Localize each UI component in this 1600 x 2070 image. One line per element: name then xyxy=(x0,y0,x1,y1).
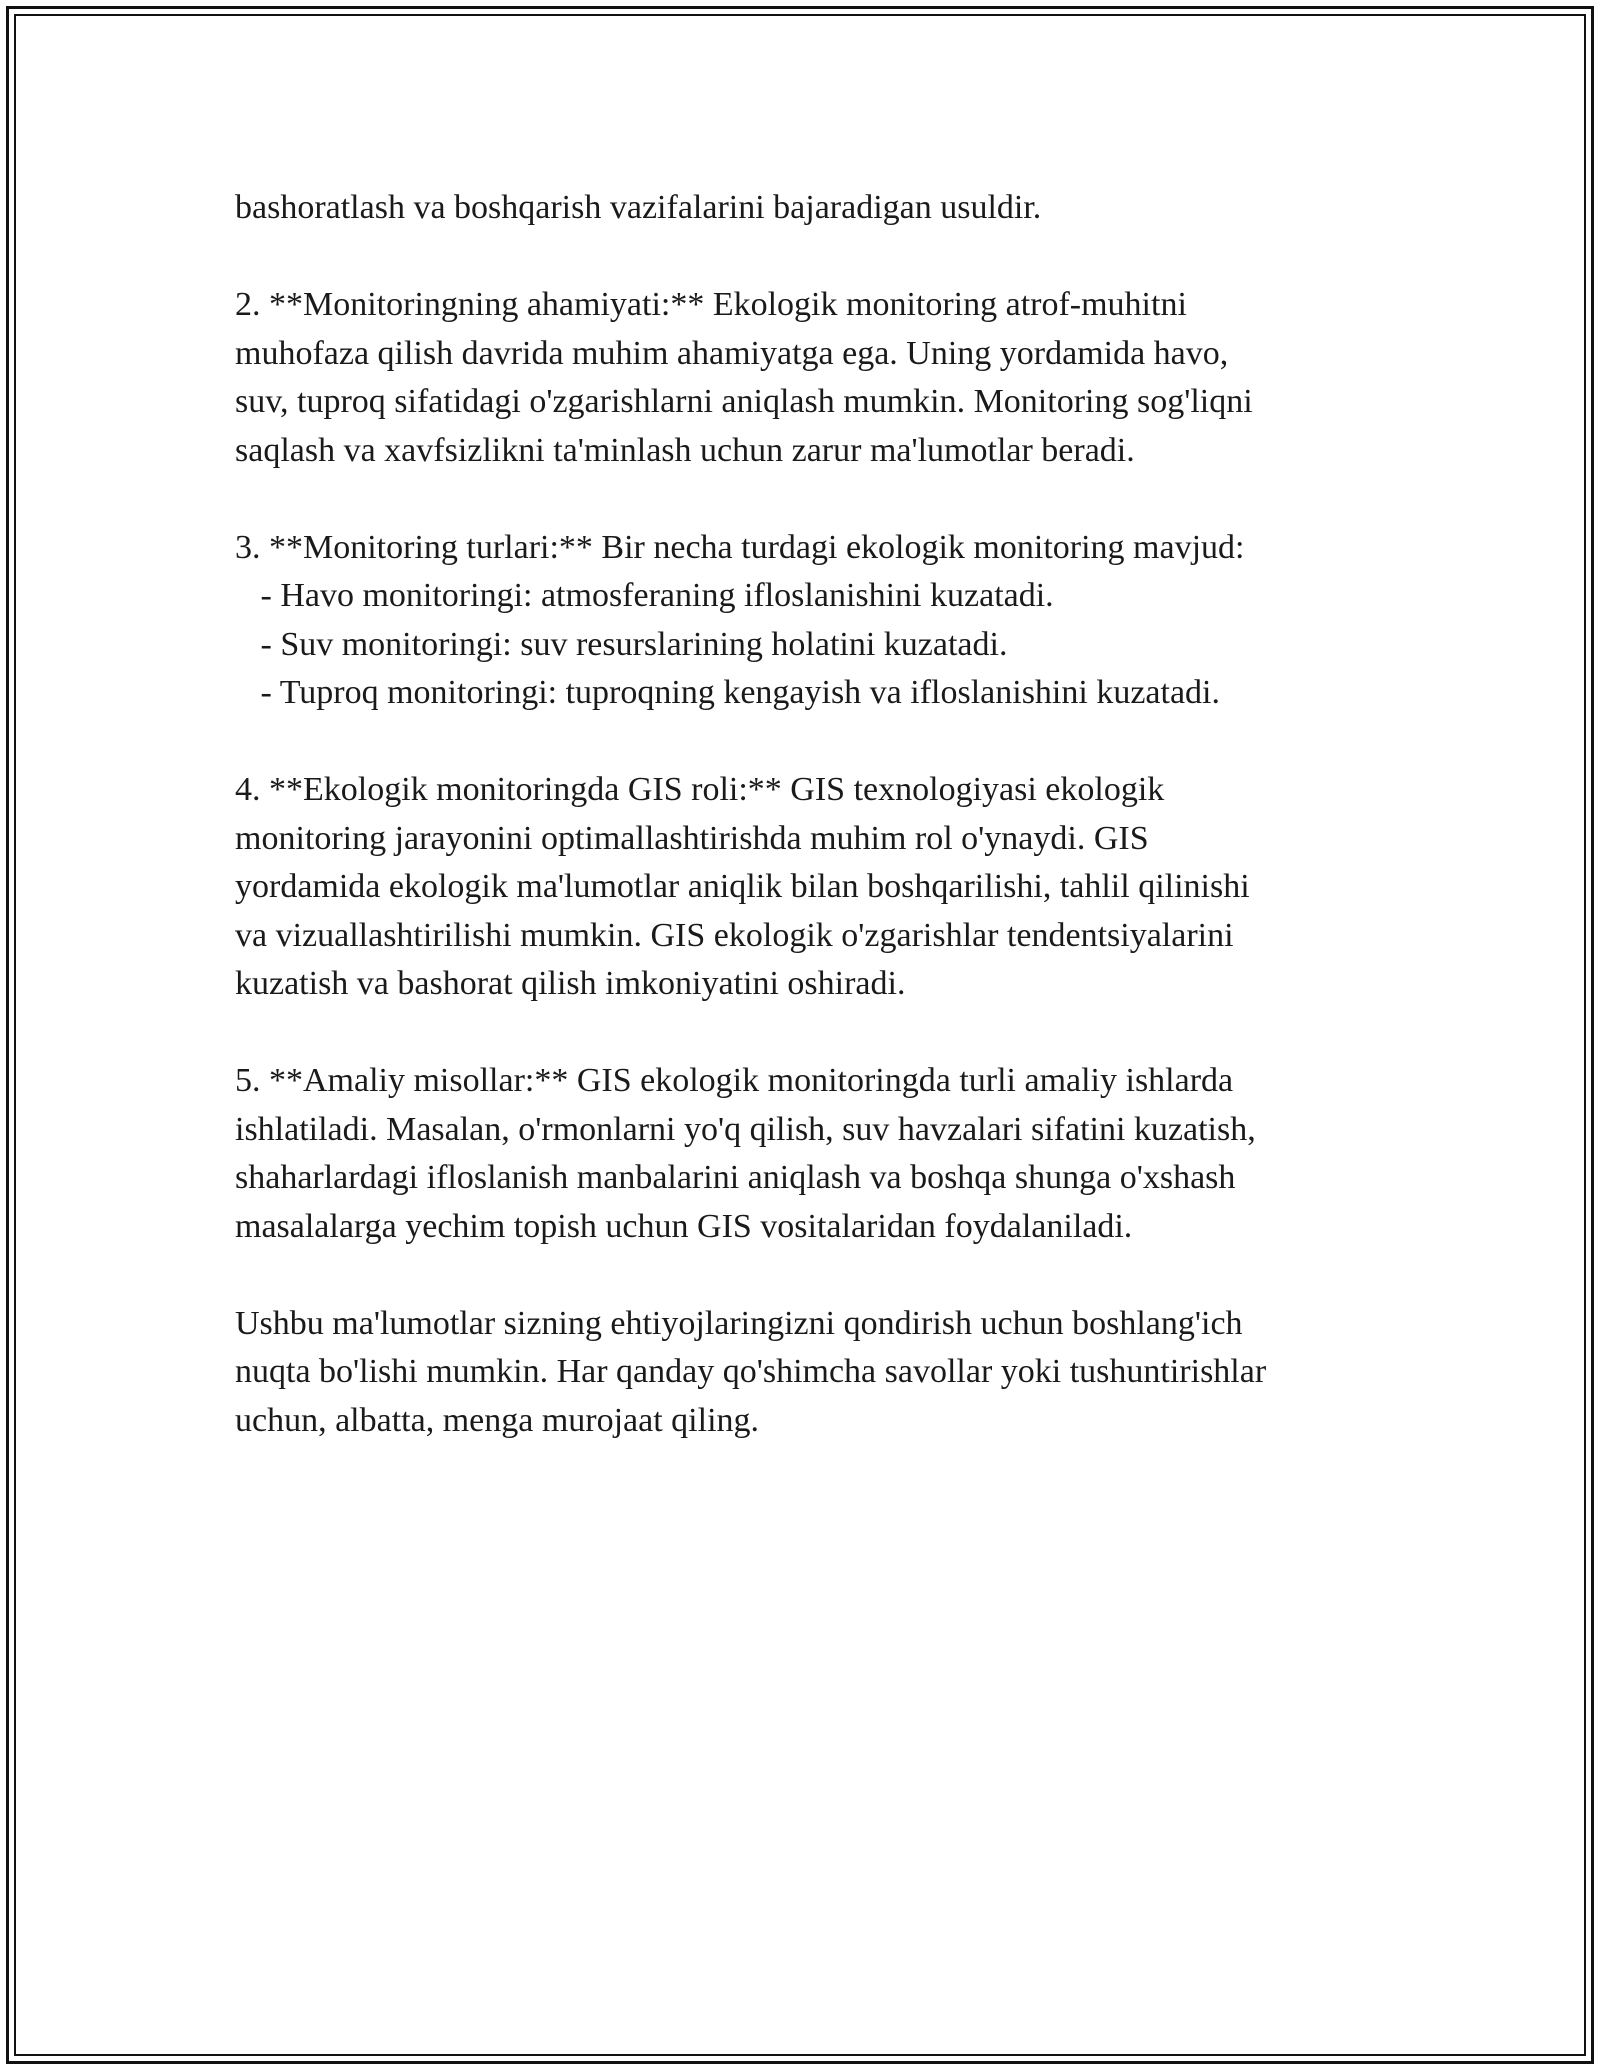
text-line: monitoring jarayonini optimallashtirishda muhim rol o'ynaydi. GIS xyxy=(235,819,1149,857)
blank-line xyxy=(235,233,1365,282)
text-line: suv, tuproq sifatidagi o'zgarishlarni aniqlash mumkin. Monitoring sog'liqni xyxy=(235,383,1253,420)
blank-line xyxy=(235,1009,1365,1058)
document-body xyxy=(235,184,1365,1445)
text-line: kuzatish va bashorat qilish imkoniyatini oshiradi. xyxy=(235,965,906,1002)
list-item: - Havo monitoringi: atmosferaning ifloslanishini kuzatadi. xyxy=(235,577,1054,614)
text-line: masalalarga yechim topish uchun GIS vositalaridan foydalaniladi. xyxy=(235,1207,1133,1245)
text-line: Ushbu ma'lumotlar sizning ehtiyojlaringizni qondirish uchun boshlang'ich xyxy=(235,1304,1243,1342)
list-item: - Suv monitoringi: suv resurslarining holatini kuzatadi. xyxy=(235,625,1008,663)
text-line: nuqta bo'lishi mumkin. Har qanday qo'shimcha savollar yoki tushuntirishlar xyxy=(235,1353,1267,1390)
blank-line xyxy=(235,475,1365,524)
text-line: ishlatiladi. Masalan, o'rmonlarni yo'q qilish, suv havzalari sifatini kuzatish, xyxy=(235,1110,1256,1148)
text-line: shaharlardagi ifloslanish manbalarini aniqlash va boshqa shunga o'xshash xyxy=(235,1159,1236,1196)
text-line: muhofaza qilish davrida muhim ahamiyatga ega. Uning yordamida havo, xyxy=(235,334,1229,372)
text-line: 2. **Monitoringning ahamiyati:** Ekologik monitoring atrof-muhitni xyxy=(235,286,1187,323)
text-line: yordamida ekologik ma'lumotlar aniqlik bilan boshqarilishi, tahlil qilinishi xyxy=(235,868,1250,905)
text-line: uchun, albatta, menga murojaat qiling. xyxy=(235,1401,760,1439)
text-line: va vizuallashtirilishi mumkin. GIS ekologik o'zgarishlar tendentsiyalarini xyxy=(235,916,1234,954)
text-line: bashoratlash va boshqarish vazifalarini bajaradigan usuldir. xyxy=(235,189,1042,226)
text-line: saqlash va xavfsizlikni ta'minlash uchun zarur ma'lumotlar beradi. xyxy=(235,431,1135,469)
text-line: 3. **Monitoring turlari:** Bir necha turdagi ekologik monitoring mavjud: xyxy=(235,528,1245,566)
blank-line xyxy=(235,1251,1365,1300)
blank-line xyxy=(235,718,1365,767)
text-line: 4. **Ekologik monitoringda GIS roli:** GIS texnologiyasi ekologik xyxy=(235,771,1165,808)
list-item: - Tuproq monitoringi: tuproqning kengayish va ifloslanishini kuzatadi. xyxy=(235,674,1220,711)
text-line: 5. **Amaliy misollar:** GIS ekologik monitoringda turli amaliy ishlarda xyxy=(235,1062,1234,1099)
